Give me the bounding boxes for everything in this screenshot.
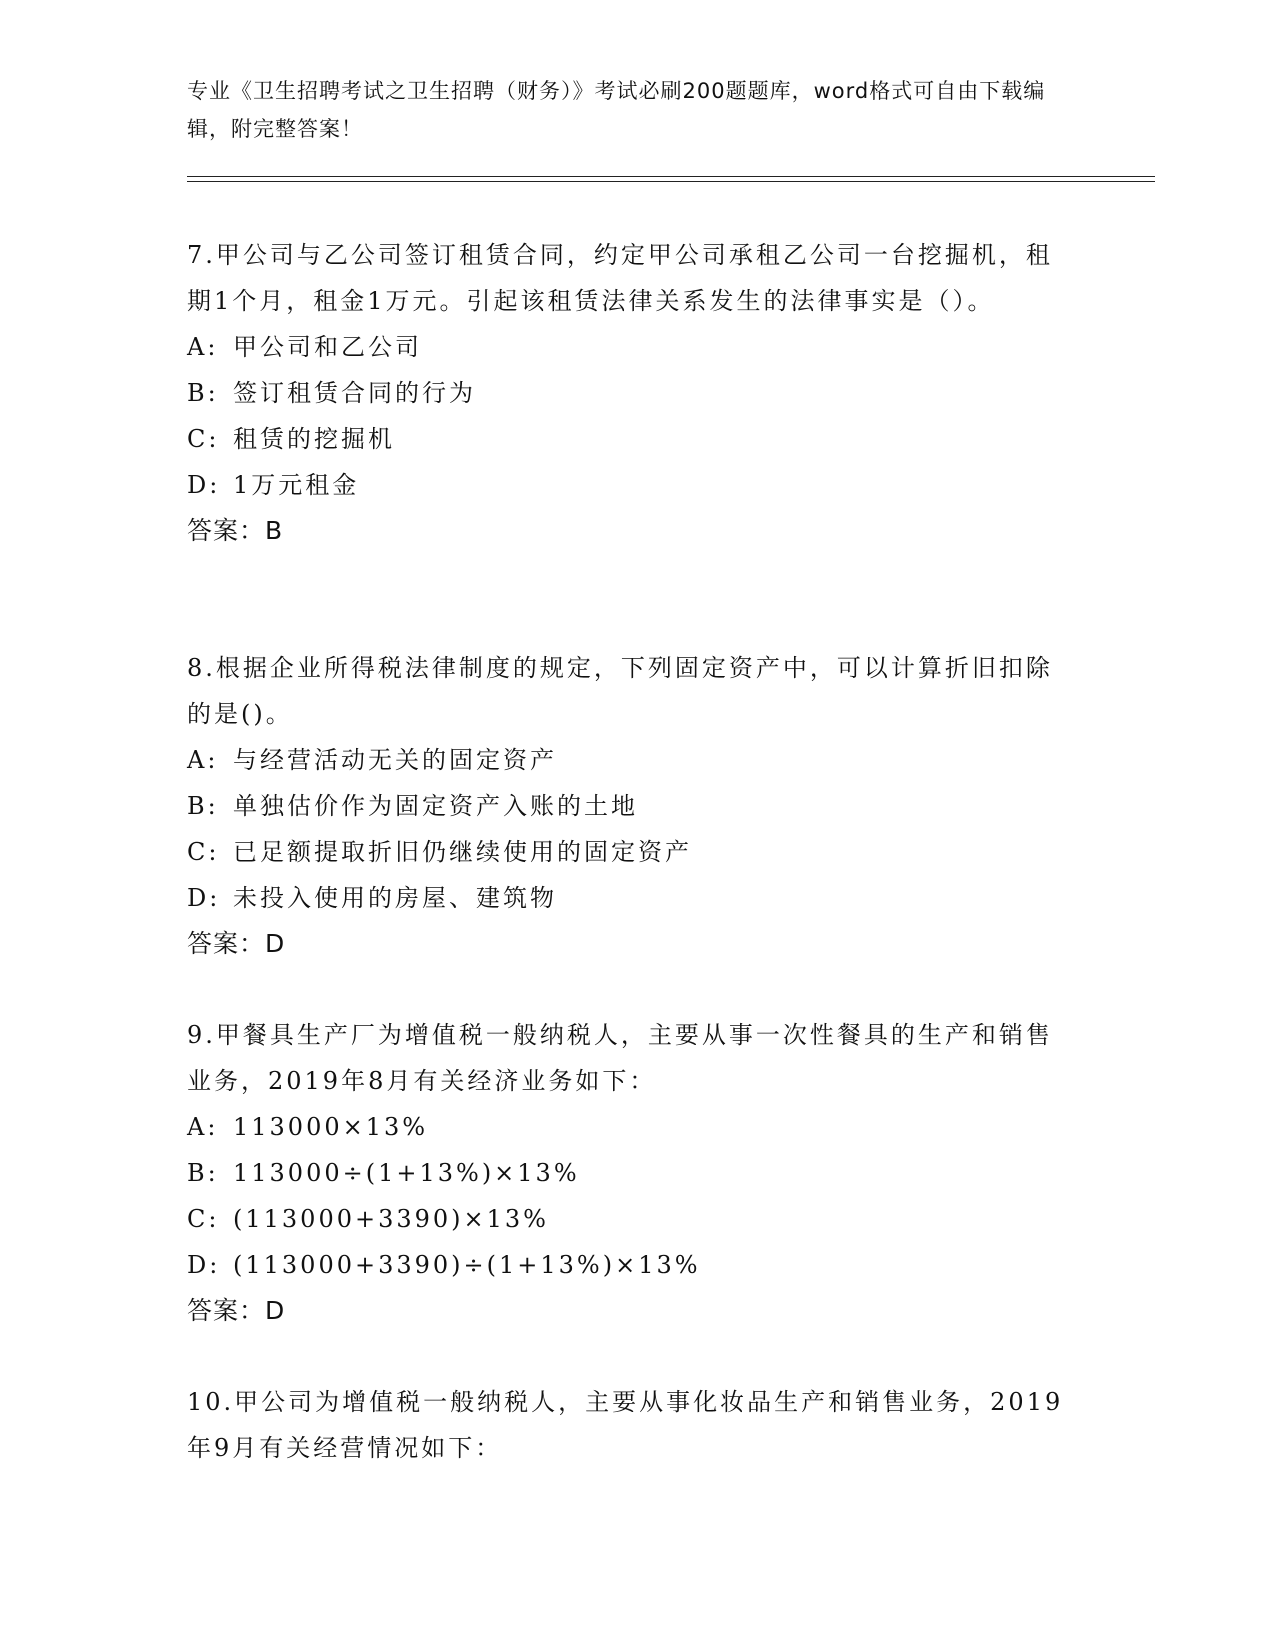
option-c (187, 829, 1067, 875)
question-10 (187, 1379, 1067, 1471)
option-text: 租赁的挖掘机 (233, 425, 395, 453)
option-label: A: (187, 746, 219, 774)
option-text: (113000+3390)÷(1+13%)×13% (233, 1251, 701, 1279)
option-a (187, 737, 1067, 783)
option-label: D: (187, 884, 221, 912)
header-divider-top (187, 176, 1155, 177)
option-text: (113000+3390)×13% (233, 1205, 549, 1233)
option-d (187, 1242, 1067, 1288)
question-text: 8.根据企业所得税法律制度的规定，下列固定资产中，可以计算折旧扣除的是()。 (187, 654, 1053, 728)
option-a (187, 324, 1067, 370)
option-d (187, 462, 1067, 508)
option-label: D: (187, 471, 221, 499)
question-8 (187, 645, 1067, 967)
option-label: B: (187, 792, 219, 820)
option-b (187, 370, 1067, 416)
question-text: 7.甲公司与乙公司签订租赁合同，约定甲公司承租乙公司一台挖掘机，租期1个月，租金1万元。引起该租赁法律关系发生的法律事实是（）。 (187, 241, 1053, 315)
document-header: 专业《卫生招聘考试之卫生招聘（财务）》考试必刷200题题库，word格式可自由下载编辑，附完整答案！ (187, 79, 1046, 141)
option-text: 113000÷(1+13%)×13% (233, 1159, 580, 1187)
option-b (187, 1150, 1067, 1196)
option-label: D: (187, 1251, 221, 1279)
option-text: 单独估价作为固定资产入账的土地 (233, 792, 638, 820)
option-label: B: (187, 1159, 219, 1187)
answer: 答案：D (187, 1296, 286, 1325)
option-text: 与经营活动无关的固定资产 (233, 746, 557, 774)
option-text: 113000×13% (233, 1113, 429, 1141)
question-9 (187, 1012, 1067, 1334)
option-text: 1万元租金 (233, 471, 360, 499)
option-a (187, 1104, 1067, 1150)
question-7 (187, 232, 1067, 554)
header-divider-bottom (187, 181, 1155, 182)
option-label: B: (187, 379, 219, 407)
option-text: 未投入使用的房屋、建筑物 (233, 884, 557, 912)
option-b (187, 783, 1067, 829)
option-label: A: (187, 333, 219, 361)
option-text: 已足额提取折旧仍继续使用的固定资产 (233, 838, 692, 866)
question-text: 9.甲餐具生产厂为增值税一般纳税人，主要从事一次性餐具的生产和销售业务，2019年8月有关经济业务如下： (187, 1021, 1053, 1095)
answer: 答案：B (187, 516, 284, 545)
question-text: 10.甲公司为增值税一般纳税人，主要从事化妆品生产和销售业务，2019年9月有关经营情况如下： (187, 1388, 1064, 1462)
option-label: C: (187, 425, 220, 453)
option-c (187, 416, 1067, 462)
option-label: C: (187, 838, 220, 866)
option-text: 签订租赁合同的行为 (233, 379, 476, 407)
option-label: A: (187, 1113, 219, 1141)
option-text: 甲公司和乙公司 (233, 333, 422, 361)
answer: 答案：D (187, 929, 286, 958)
option-d (187, 875, 1067, 921)
option-label: C: (187, 1205, 220, 1233)
option-c (187, 1196, 1067, 1242)
